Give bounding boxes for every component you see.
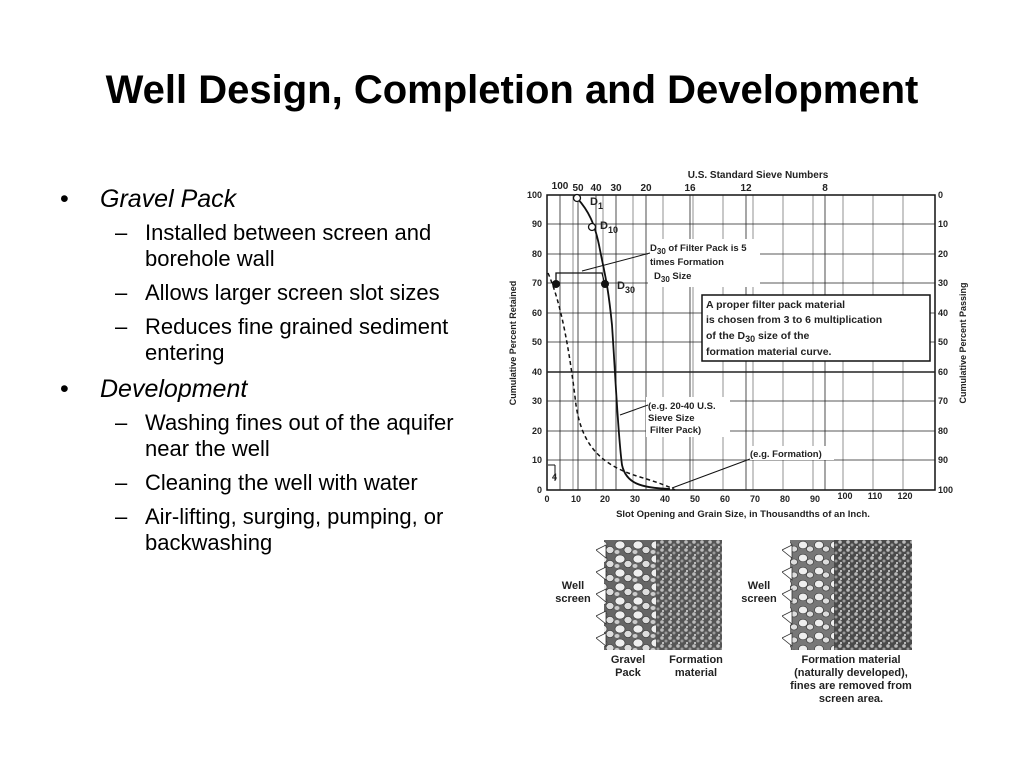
y-tick-right: 20 bbox=[938, 249, 949, 259]
y-tick-right: 40 bbox=[938, 308, 949, 318]
development-subs bbox=[60, 410, 460, 556]
left-well-screen-caption: Well screen bbox=[555, 580, 591, 605]
developed-formation-caption: Formation material (naturally developed), fines are removed from screen area. bbox=[790, 654, 912, 705]
y-tick-left: 10 bbox=[531, 455, 542, 465]
y-tick-left: 90 bbox=[531, 219, 542, 229]
sieve-label: 20 bbox=[640, 183, 652, 194]
x-axis-label: Slot Opening and Grain Size, in Thousandths of an Inch. bbox=[616, 509, 870, 520]
box-line: of the D30 size of the bbox=[706, 330, 810, 344]
d1-label: $D_1$ bbox=[590, 196, 603, 211]
slide-title: Well Design, Completion and Development bbox=[105, 68, 919, 112]
left-axis-label: Cumulative Percent Retained bbox=[508, 280, 518, 406]
eg-filter-line: Sieve Size bbox=[648, 413, 695, 424]
gravel-pack-image bbox=[596, 540, 722, 650]
right-axis-label: Cumulative Percent Passing bbox=[958, 282, 968, 404]
y-tick-left: 80 bbox=[531, 249, 542, 259]
y-tick-left: 30 bbox=[531, 396, 542, 406]
y-tick-right: 90 bbox=[938, 455, 949, 465]
sieve-label: 40 bbox=[590, 183, 602, 194]
formation-d30-point bbox=[552, 280, 560, 288]
y-tick-left: 100 bbox=[526, 190, 542, 200]
d30-label: $D_{30}$ bbox=[617, 280, 635, 295]
y-tick-left: 20 bbox=[531, 426, 542, 436]
sieve-label: 50 bbox=[572, 183, 584, 194]
x-tick: 50 bbox=[689, 494, 701, 504]
sub-bullet: – Allows larger screen slot sizes bbox=[60, 280, 460, 306]
y-tick-left: 40 bbox=[531, 367, 542, 377]
y-tick-left: 60 bbox=[531, 308, 542, 318]
sub-bullet: – Washing fines out of the aquifer near the well bbox=[60, 410, 460, 462]
y-tick-right: 0 bbox=[938, 190, 944, 200]
box-line: A proper filter pack material bbox=[706, 299, 846, 311]
gravel-zone bbox=[604, 540, 656, 650]
gravel-pack-subs bbox=[60, 220, 460, 366]
y-tick-left: 50 bbox=[531, 337, 542, 347]
sub-bullet: – Installed between screen and borehole wall bbox=[60, 220, 460, 272]
y-tick-right: 10 bbox=[938, 219, 949, 229]
bullet-development: • Development bbox=[60, 374, 460, 404]
grain-size-chart bbox=[500, 165, 980, 530]
x-tick: 20 bbox=[599, 494, 611, 504]
formation-curve bbox=[548, 273, 675, 490]
y-tick-left: 70 bbox=[531, 278, 542, 288]
y-tick-right: 60 bbox=[938, 367, 949, 377]
eg-filter-arrow bbox=[620, 405, 648, 415]
sub-bullet: – Cleaning the well with water bbox=[60, 470, 460, 496]
sieve-label: 100 bbox=[551, 181, 569, 192]
d30-ratio-arrow bbox=[556, 273, 604, 283]
box-line: is chosen from 3 to 6 multiplication bbox=[706, 314, 883, 326]
y-tick-right: 70 bbox=[938, 396, 949, 406]
x-tick: 120 bbox=[897, 491, 913, 501]
x-tick: 60 bbox=[719, 494, 731, 504]
d10-point bbox=[589, 224, 596, 231]
y-tick-right: 30 bbox=[938, 278, 949, 288]
gravel-pack-caption: Gravel Pack bbox=[610, 654, 646, 679]
note-d30-line2: times Formation bbox=[650, 257, 724, 268]
x-tick: 70 bbox=[749, 494, 761, 504]
right-well-screen-caption: Well screen bbox=[741, 580, 777, 605]
y-tick-left: 0 bbox=[536, 485, 542, 495]
note-d30-line3: $D_{30}$ Size bbox=[654, 271, 692, 284]
x-tick: 90 bbox=[809, 494, 821, 504]
bullet-list bbox=[60, 180, 460, 564]
box-line: formation material curve. bbox=[706, 346, 832, 358]
small-four-label: 4 bbox=[552, 472, 558, 482]
eg-filter-line: (e.g. 20-40 U.S. bbox=[648, 401, 716, 412]
developed-formation-image bbox=[782, 540, 912, 650]
y-tick-right: 50 bbox=[938, 337, 949, 347]
x-tick: 80 bbox=[779, 494, 791, 504]
bullet-gravel-pack: • Gravel Pack bbox=[60, 184, 460, 214]
x-tick: 100 bbox=[837, 491, 853, 501]
eg-formation-arrow bbox=[672, 459, 750, 488]
x-tick: 0 bbox=[544, 494, 550, 504]
chart-top-title: U.S. Standard Sieve Numbers bbox=[687, 170, 829, 181]
eg-filter-line: Filter Pack) bbox=[650, 425, 702, 436]
x-tick: 30 bbox=[629, 494, 641, 504]
y-tick-right: 100 bbox=[938, 485, 954, 495]
sieve-label: 30 bbox=[610, 183, 622, 194]
formation-zone bbox=[656, 540, 722, 650]
sieve-label: 8 bbox=[822, 183, 828, 194]
x-tick: 10 bbox=[570, 494, 582, 504]
sieve-label: 16 bbox=[684, 183, 696, 194]
eg-formation-label: (e.g. Formation) bbox=[750, 449, 822, 460]
x-tick: 110 bbox=[867, 491, 883, 501]
developed-zone bbox=[790, 540, 834, 650]
sieve-label: 12 bbox=[740, 183, 752, 194]
d10-label: $D_{10}$ bbox=[600, 220, 618, 235]
natural-zone bbox=[834, 540, 912, 650]
note-d30-line1: $D_{30}$ of Filter Pack is 5 bbox=[650, 243, 747, 256]
sub-bullet: – Air-lifting, surging, pumping, or backwashing bbox=[60, 504, 460, 556]
formation-material-caption: Formation material bbox=[669, 654, 723, 679]
sub-bullet: – Reduces fine grained sediment entering bbox=[60, 314, 460, 366]
y-tick-right: 80 bbox=[938, 426, 949, 436]
x-tick: 40 bbox=[659, 494, 671, 504]
filter-d30-point bbox=[601, 280, 609, 288]
d1-point bbox=[574, 195, 581, 202]
